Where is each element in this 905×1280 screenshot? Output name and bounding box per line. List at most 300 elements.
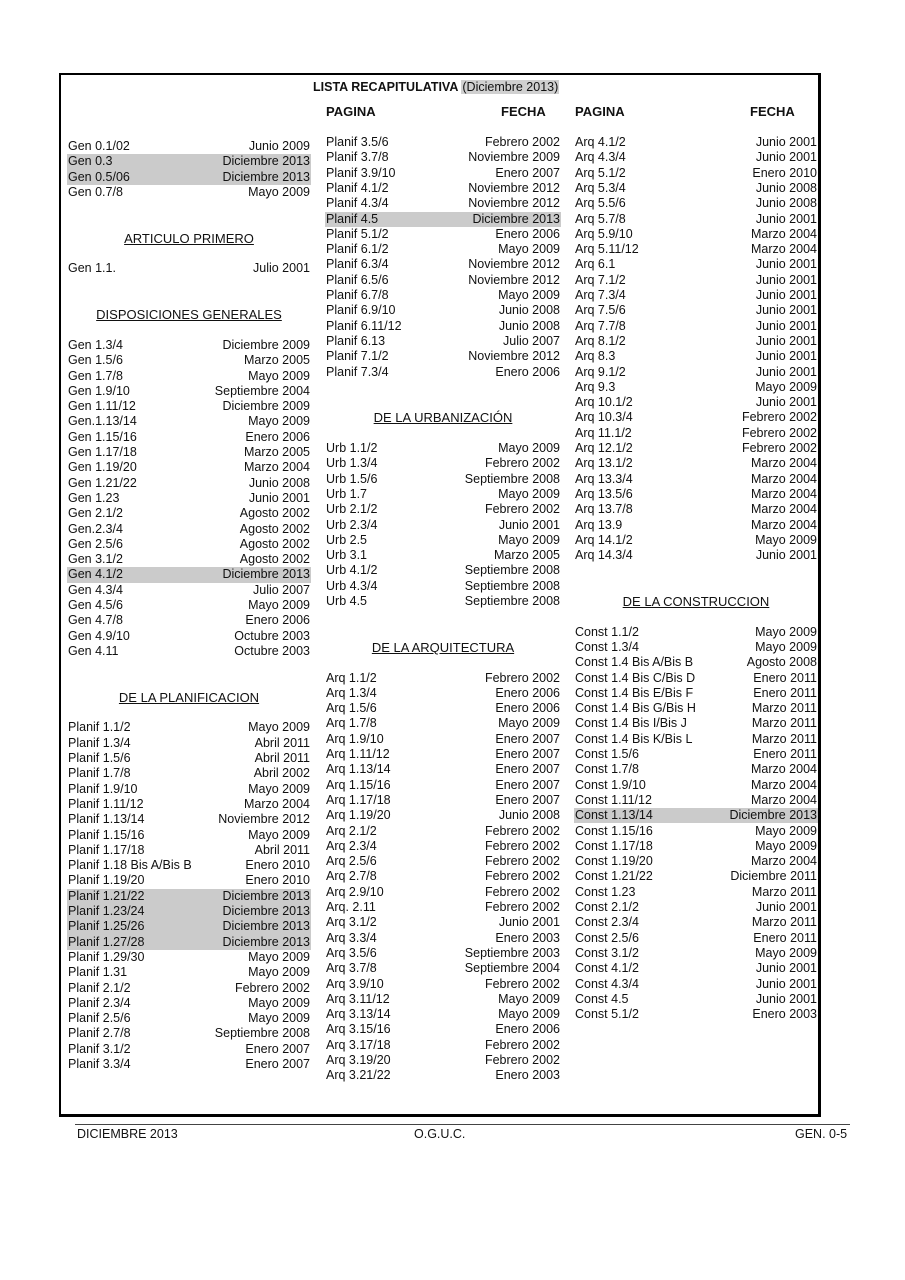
page-date: Enero 2007	[495, 762, 560, 777]
page-ref: Arq 3.11/12	[326, 991, 390, 1006]
page-date: Noviembre 2012	[468, 257, 560, 272]
page-date: Enero 2007	[245, 1041, 310, 1056]
title-text: LISTA RECAPITULATIVA	[313, 80, 458, 94]
page-ref: Arq 5.1/2	[575, 165, 626, 180]
page-date: Mayo 2009	[248, 965, 310, 980]
list-item	[67, 996, 311, 1011]
page-date: Mayo 2009	[498, 532, 560, 547]
list-item	[67, 919, 311, 934]
page-ref: Gen 1.5/6	[68, 353, 123, 368]
page-date: Junio 2001	[755, 288, 817, 302]
fecha-header-1: FECHA	[501, 104, 546, 119]
list-item	[325, 487, 561, 502]
page-date: Enero 2011	[753, 685, 817, 700]
page-date: Junio 2001	[755, 364, 817, 379]
page-ref: Arq 14.3/4	[575, 548, 633, 563]
list-item	[67, 1057, 311, 1072]
list-item	[574, 257, 818, 272]
page-date: Septiembre 2008	[464, 471, 560, 486]
page-ref: Planif 2.5/6	[68, 1011, 131, 1026]
page-ref: Gen 2.5/6	[68, 536, 123, 551]
page-date: Junio 2001	[498, 517, 560, 532]
page-date: Mayo 2009	[755, 639, 817, 654]
list-item	[67, 720, 311, 735]
page-date: Noviembre 2012	[468, 349, 560, 364]
footer-page-number: GEN. 0-5	[795, 1127, 848, 1141]
list-item	[67, 950, 311, 965]
page-date: Febrero 2002	[484, 135, 560, 149]
page-date: Marzo 2004	[750, 854, 817, 869]
page-ref: Arq 5.11/12	[575, 242, 639, 257]
page-ref: Arq 1.19/20	[326, 808, 391, 823]
page-ref: Gen 0.1/02	[68, 139, 130, 153]
list-item	[67, 399, 311, 414]
list-item	[574, 349, 818, 364]
page-ref: Const 1.7/8	[575, 762, 639, 777]
footer-date: DICIEMBRE 2013	[77, 1127, 178, 1141]
list-item	[325, 1068, 561, 1083]
page-ref: Arq 10.3/4	[575, 410, 633, 425]
list-item	[67, 935, 311, 950]
list-item	[325, 915, 561, 930]
list-item	[574, 640, 818, 655]
page-ref: Gen.2.3/4	[68, 521, 123, 536]
page-date: Enero 2011	[753, 747, 817, 761]
page-ref: Arq 4.3/4	[575, 150, 626, 165]
page-ref: Gen 0.7/8	[68, 184, 123, 199]
page-date: Junio 2001	[755, 395, 817, 410]
list-item	[574, 671, 818, 686]
list-item	[325, 747, 561, 762]
list-item	[67, 828, 311, 843]
page-ref: Arq 5.7/8	[575, 211, 626, 226]
page-date: Septiembre 2008	[464, 563, 560, 578]
list-item	[574, 533, 818, 548]
list-item	[67, 644, 311, 659]
page-date: Diciembre 2013	[222, 934, 310, 949]
page-ref: Arq 13.9	[575, 517, 623, 532]
page-date: Febrero 2002	[484, 900, 560, 914]
page-date: Marzo 2011	[751, 716, 817, 731]
page-date: Mayo 2009	[498, 991, 560, 1006]
list-item	[67, 858, 311, 873]
page-date: Diciembre 2013	[472, 211, 560, 226]
page-date: Agosto 2002	[239, 506, 310, 521]
list-item	[67, 1042, 311, 1057]
section-heading	[67, 307, 311, 323]
page-date: Marzo 2005	[493, 548, 560, 563]
section-heading-text: DE LA PLANIFICACION	[118, 689, 260, 705]
list-item	[574, 472, 818, 487]
page-date: Mayo 2009	[248, 368, 310, 383]
list-item	[574, 518, 818, 533]
page-date: Agosto 2008	[746, 655, 817, 670]
page-date: Enero 2007	[495, 747, 560, 761]
page-ref: Gen 4.5/6	[68, 598, 123, 612]
page-date: Mayo 2009	[248, 781, 310, 796]
list-item	[67, 782, 311, 797]
page-date: Mayo 2009	[755, 532, 817, 547]
list-item	[574, 548, 818, 563]
list-item	[67, 139, 311, 154]
page-date: Enero 2011	[753, 930, 817, 945]
list-item	[67, 567, 311, 582]
page-ref: Arq 5.5/6	[575, 196, 626, 211]
page-date: Enero 2010	[245, 858, 310, 873]
page-ref: Urb 1.1/2	[326, 441, 378, 455]
page-ref: Arq 13.1/2	[575, 456, 633, 471]
page-date: Octubre 2003	[234, 643, 310, 658]
list-item	[325, 671, 561, 686]
list-item	[574, 701, 818, 716]
page-ref: Planif 6.9/10	[326, 303, 396, 318]
page-date: Mayo 2009	[498, 242, 560, 257]
list-item	[325, 288, 561, 303]
page-ref: Const 1.4 Bis I/Bis J	[575, 716, 687, 731]
page-date: Febrero 2002	[484, 976, 560, 991]
page-ref: Arq 6.1	[575, 257, 616, 272]
page-date: Diciembre 2013	[222, 888, 310, 903]
page-ref: Urb 2.1/2	[326, 502, 378, 517]
page-date: Mayo 2009	[755, 838, 817, 853]
page-ref: Arq 1.11/12	[326, 747, 390, 761]
page-ref: Arq 2.7/8	[326, 869, 377, 884]
page-ref: Planif 4.3/4	[326, 196, 389, 211]
page-ref: Planif 1.3/4	[68, 735, 131, 750]
page-ref: Const 2.3/4	[575, 915, 639, 930]
list-item	[67, 430, 311, 445]
page-ref: Planif 3.3/4	[68, 1057, 131, 1071]
page-ref: Planif 1.27/28	[68, 934, 145, 949]
list-item	[574, 319, 818, 334]
list-item	[325, 563, 561, 578]
section-heading	[574, 594, 818, 610]
list-item	[574, 961, 818, 976]
page-date: Marzo 2004	[750, 762, 817, 777]
page-ref: Gen 0.5/06	[68, 169, 130, 184]
list-item	[574, 410, 818, 425]
page-date: Marzo 2004	[750, 502, 817, 517]
page-ref: Const 1.1/2	[575, 624, 639, 639]
page-ref: Gen 4.1/2	[68, 567, 123, 582]
page-ref: Arq 4.1/2	[575, 135, 626, 149]
list-item	[325, 1038, 561, 1053]
page-ref: Arq 3.17/18	[326, 1037, 391, 1052]
page-date: Marzo 2011	[751, 731, 817, 746]
page-date: Noviembre 2012	[468, 180, 560, 195]
page-date: Mayo 2009	[498, 441, 560, 455]
page-ref: Urb 2.3/4	[326, 517, 378, 532]
page-date: Mayo 2009	[248, 184, 310, 199]
list-item	[325, 732, 561, 747]
page-ref: Const 4.5	[575, 991, 629, 1006]
list-item	[325, 196, 561, 211]
page-date: Enero 2006	[495, 701, 560, 716]
list-item	[325, 762, 561, 777]
list-item	[574, 334, 818, 349]
page-ref: Const 1.4 Bis C/Bis D	[575, 670, 696, 685]
list-item	[574, 426, 818, 441]
list-item	[574, 273, 818, 288]
page-date: Enero 2003	[495, 1068, 560, 1083]
page-date: Enero 2006	[495, 226, 560, 241]
list-item	[325, 946, 561, 961]
page-date: Mayo 2009	[248, 1011, 310, 1026]
list-item	[67, 766, 311, 781]
page-date: Diciembre 2013	[222, 169, 310, 184]
list-item	[574, 365, 818, 380]
list-item	[67, 185, 311, 200]
page-ref: Arq 7.3/4	[575, 288, 626, 302]
page-ref: Arq 9.3	[575, 379, 616, 394]
page-ref: Planif 3.5/6	[326, 135, 389, 149]
list-item	[574, 808, 818, 823]
list-item	[67, 414, 311, 429]
pagina-header-2: PAGINA	[575, 104, 625, 119]
page-ref: Gen 1.23	[68, 490, 120, 505]
page-date: Marzo 2004	[750, 226, 817, 241]
list-item	[67, 751, 311, 766]
page-ref: Arq 2.5/6	[326, 854, 377, 869]
page-ref: Gen 0.3	[68, 154, 113, 169]
list-item	[574, 747, 818, 762]
page-date: Mayo 2009	[498, 288, 560, 302]
page-date: Enero 2006	[245, 429, 310, 444]
page-date: Junio 2008	[498, 808, 560, 823]
page-ref: Arq 3.1/2	[326, 915, 377, 930]
page-ref: Const 4.1/2	[575, 961, 639, 976]
page-ref: Gen 3.1/2	[68, 552, 123, 567]
page-date: Julio 2001	[253, 261, 310, 276]
list-item	[325, 579, 561, 594]
list-item	[325, 242, 561, 257]
page-ref: Gen 1.7/8	[68, 368, 123, 383]
list-item	[67, 1011, 311, 1026]
list-item	[67, 797, 311, 812]
list-item	[574, 732, 818, 747]
list-item	[574, 135, 818, 150]
page-date: Febrero 2002	[484, 823, 560, 838]
list-item	[67, 338, 311, 353]
page-ref: Planif 7.1/2	[326, 349, 389, 364]
section-heading	[67, 231, 311, 247]
page-date: Diciembre 2013	[222, 919, 310, 934]
page-date: Mayo 2009	[498, 486, 560, 501]
page-date: Septiembre 2008	[464, 578, 560, 593]
page-ref: Planif 5.1/2	[326, 226, 389, 241]
page-date: Mayo 2009	[755, 624, 817, 639]
page-date: Febrero 2002	[741, 441, 817, 455]
page-ref: Arq 10.1/2	[575, 395, 633, 410]
page-date: Mayo 2009	[248, 720, 310, 735]
page-ref: Planif 1.17/18	[68, 842, 145, 857]
page-ref: Arq 9.1/2	[575, 364, 626, 379]
section-heading	[325, 640, 561, 656]
page-ref: Urb 2.5	[326, 532, 367, 547]
list-item	[574, 854, 818, 869]
page-date: Marzo 2011	[751, 701, 817, 716]
page-ref: Arq 11.1/2	[575, 425, 632, 440]
page-date: Junio 2001	[755, 548, 817, 563]
footer-org: O.G.U.C.	[414, 1127, 466, 1141]
page-date: Marzo 2004	[243, 796, 310, 811]
page-ref: Planif 1.18 Bis A/Bis B	[68, 858, 192, 873]
page-ref: Const 1.17/18	[575, 838, 653, 853]
page-ref: Planif 1.29/30	[68, 949, 145, 964]
list-item	[325, 1007, 561, 1022]
page-date: Diciembre 2013	[222, 154, 310, 169]
page-date: Junio 2008	[498, 318, 560, 333]
page-date: Abril 2011	[254, 751, 310, 765]
page-ref: Urb 1.3/4	[326, 456, 378, 471]
page-date: Febrero 2002	[484, 838, 560, 853]
page-ref: Gen 4.11	[68, 643, 119, 658]
page-ref: Gen 1.1.	[68, 261, 116, 276]
page-date: Mayo 2009	[755, 945, 817, 960]
page-date: Junio 2001	[755, 303, 817, 318]
page-ref: Arq 7.7/8	[575, 318, 626, 333]
list-item	[325, 472, 561, 487]
page-ref: Planif 1.1/2	[68, 720, 131, 735]
list-item	[325, 808, 561, 823]
page-date: Marzo 2004	[750, 777, 817, 792]
page-ref: Const 1.13/14	[575, 808, 653, 823]
list-item	[67, 353, 311, 368]
list-item	[574, 686, 818, 701]
page-ref: Arq 1.3/4	[326, 685, 377, 700]
list-item	[325, 303, 561, 318]
pagina-header-1: PAGINA	[326, 104, 376, 119]
page-date: Noviembre 2012	[468, 272, 560, 287]
list-item	[574, 380, 818, 395]
page-date: Febrero 2002	[484, 456, 560, 471]
page-date: Noviembre 2009	[468, 150, 560, 165]
page-date: Enero 2006	[495, 685, 560, 700]
page-ref: Planif 1.5/6	[68, 751, 131, 765]
page-date: Mayo 2009	[248, 995, 310, 1010]
list-item	[325, 150, 561, 165]
list-item	[67, 889, 311, 904]
page-date: Junio 2001	[498, 915, 560, 930]
page-ref: Gen 1.3/4	[68, 337, 123, 352]
page-date: Mayo 2009	[498, 1007, 560, 1022]
list-item	[67, 552, 311, 567]
page-ref: Planif 4.5	[326, 211, 379, 226]
page-date: Febrero 2002	[741, 425, 817, 440]
page-date: Diciembre 2013	[222, 567, 310, 582]
page-date: Noviembre 2012	[218, 812, 310, 827]
page-date: Noviembre 2012	[468, 196, 560, 211]
page-date: Junio 2008	[248, 475, 310, 490]
page-ref: Urb 1.7	[326, 486, 367, 501]
page-date: Junio 2008	[755, 196, 817, 211]
page-date: Septiembre 2008	[464, 594, 560, 608]
list-item	[574, 227, 818, 242]
page-ref: Planif 6.11/12	[326, 318, 402, 333]
page-date: Junio 2001	[755, 257, 817, 272]
list-item	[325, 456, 561, 471]
page-ref: Planif 1.23/24	[68, 904, 145, 918]
list-item	[574, 885, 818, 900]
page-date: Enero 2010	[752, 165, 817, 180]
page-date: Agosto 2002	[239, 521, 310, 536]
page-title	[313, 80, 559, 94]
list-item	[325, 365, 561, 380]
page-date: Enero 2007	[495, 777, 560, 792]
list-item	[325, 885, 561, 900]
page-date: Mayo 2009	[755, 823, 817, 838]
list-item	[574, 824, 818, 839]
list-item	[574, 166, 818, 181]
page-ref: Urb 1.5/6	[326, 471, 378, 486]
list-item	[67, 843, 311, 858]
page-ref: Planif 6.13	[326, 333, 386, 348]
page-date: Junio 2008	[498, 303, 560, 318]
list-item	[325, 793, 561, 808]
list-item	[67, 170, 311, 185]
page-ref: Const 1.4 Bis A/Bis B	[575, 655, 694, 670]
list-item	[325, 992, 561, 1007]
list-item	[574, 395, 818, 410]
page-date: Enero 2006	[495, 1022, 560, 1037]
page-ref: Const 1.21/22	[575, 869, 653, 884]
section-heading-text: DISPOSICIONES GENERALES	[96, 307, 282, 323]
page-ref: Planif 6.3/4	[326, 257, 389, 272]
page-date: Mayo 2009	[248, 827, 310, 842]
page-ref: Const 3.1/2	[575, 945, 639, 960]
list-item	[325, 1022, 561, 1037]
page-date: Enero 2003	[495, 930, 560, 945]
page-date: Febrero 2002	[484, 1037, 560, 1052]
page-date: Enero 2006	[245, 613, 310, 628]
list-item	[67, 965, 311, 980]
page-ref: Arq 1.17/18	[326, 792, 391, 807]
page-date: Junio 2001	[755, 349, 817, 364]
page-ref: Arq. 2.11	[326, 900, 376, 914]
list-item	[67, 506, 311, 521]
list-item	[574, 915, 818, 930]
page-ref: Arq 2.3/4	[326, 838, 377, 853]
page-date: Diciembre 2009	[222, 337, 310, 352]
page-ref: Arq 1.15/16	[326, 777, 391, 792]
page-ref: Arq 3.13/14	[326, 1007, 391, 1022]
page-ref: Urb 4.3/4	[326, 578, 378, 593]
page-ref: Gen 2.1/2	[68, 506, 123, 521]
list-item	[574, 716, 818, 731]
page-date: Marzo 2004	[243, 460, 310, 475]
page-ref: Arq 2.1/2	[326, 823, 377, 838]
list-item	[325, 977, 561, 992]
page-date: Junio 2001	[755, 135, 817, 149]
section-heading	[67, 690, 311, 706]
page-ref: Const 1.3/4	[575, 639, 639, 654]
page-date: Agosto 2002	[239, 536, 310, 551]
page-date: Marzo 2011	[751, 884, 817, 899]
page-date: Junio 2009	[248, 139, 310, 153]
section-heading-text: ARTICULO PRIMERO	[124, 230, 254, 246]
page-ref: Planif 6.1/2	[326, 242, 389, 257]
page-date: Febrero 2002	[484, 869, 560, 884]
list-item	[574, 625, 818, 640]
page-date: Julio 2007	[253, 582, 310, 597]
list-item	[574, 778, 818, 793]
list-item	[67, 522, 311, 537]
page-ref: Planif 1.7/8	[68, 766, 131, 781]
page-ref: Const 1.19/20	[575, 854, 653, 869]
list-item	[67, 384, 311, 399]
page-ref: Gen 1.17/18	[68, 445, 137, 459]
page-ref: Urb 4.5	[326, 594, 367, 608]
